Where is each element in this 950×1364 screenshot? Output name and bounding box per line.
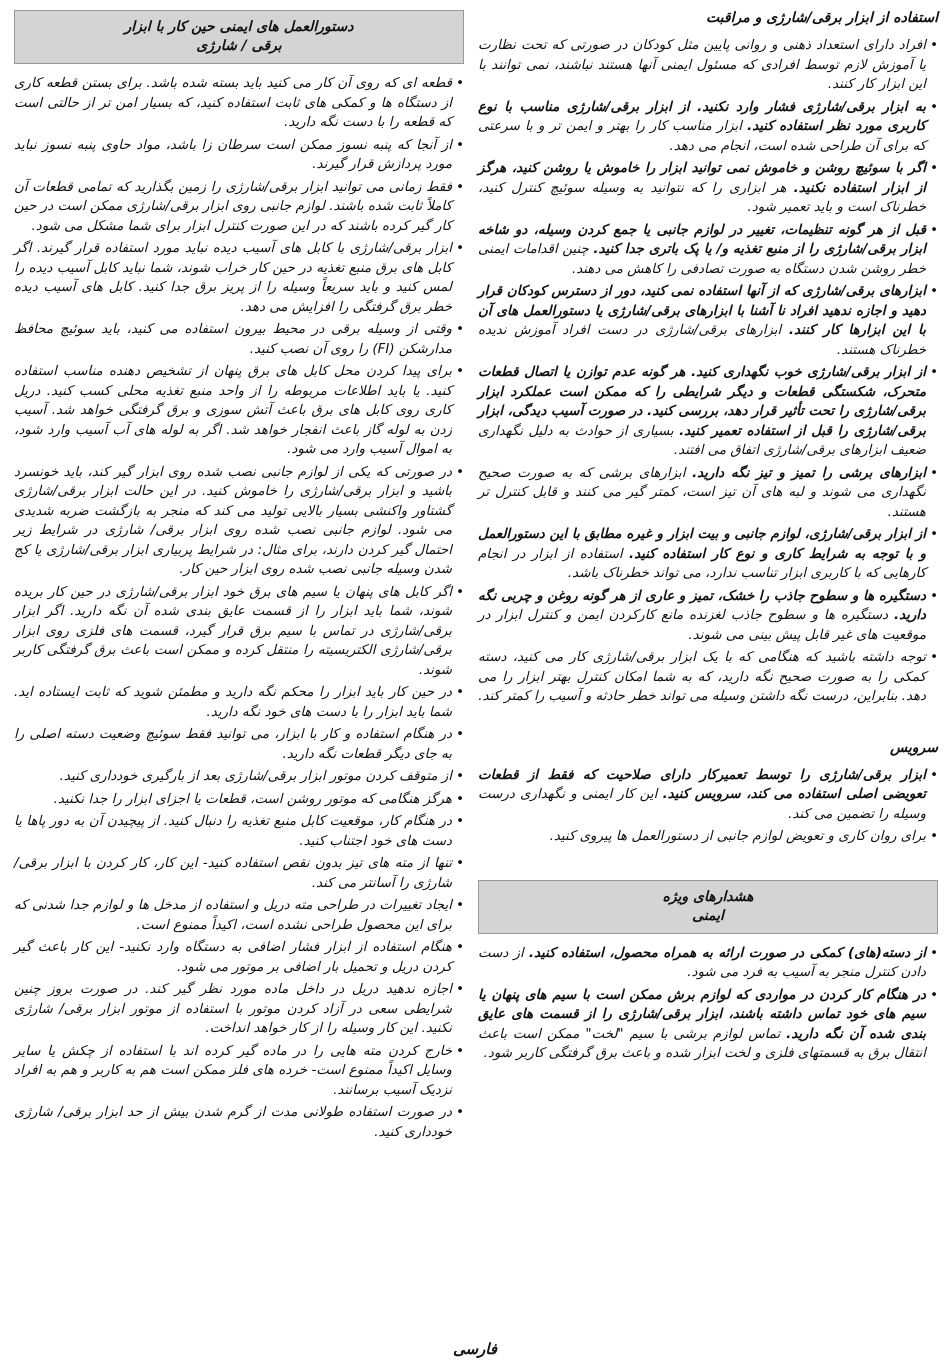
bold-lead: قبل از هر گونه تنظیمات، تغییر در لوازم جانبی یا جمع کردن وسیله، دو شاخه ابزار برقی/شارژی را از منبع تغذیه و/ یا پک باتری جدا کنید. (478, 222, 927, 257)
list-item (478, 98, 938, 157)
list-item (478, 766, 938, 825)
list-item (478, 159, 938, 218)
item-text: بسیاری از حوادث به دلیل نگهداری ضعیف ابزارهای برقی/شارژی اتفاق می افتند. (478, 423, 926, 458)
left-column (14, 10, 464, 1145)
list-item: • فقط زمانی می توانید ابزار برقی/شارژی را زمین بگذارید که تمامی قطعات آن کاملاً ثابت شده باشند. لوازم جانبی روی ابزار برقی/شارژی ممکن است در حین کار گیر کرده باشند که در این صورت کنترل ابزار برای شما مشکل می شود. (14, 178, 464, 237)
bold-lead: از ابزار برقی/شارژی، لوازم جانبی و بیت ابزار و غیره مطابق با این دستورالعمل و با توجه به شرایط کاری و نوع کار استفاده کنید. (478, 527, 926, 562)
list-item (478, 221, 938, 280)
special-warnings-header (478, 880, 938, 934)
list-item: • در هنگام کار، موقعیت کابل منبع تغذیه را دنبال کنید. از پیچیدن آن به دور پاها یا دست های خود اجتناب کنید. (14, 812, 464, 851)
service-list (478, 766, 938, 847)
list-item (478, 648, 938, 707)
page-footer-language: فارسی (452, 1340, 498, 1358)
list-item (478, 282, 938, 360)
list-item: • تنها از مته های تیز بدون نقص استفاده کنید- این کار، کار کردن با ابزار برقی/شارژی را آسانتر می کند. (14, 854, 464, 893)
spacer (478, 850, 938, 880)
list-item (478, 525, 938, 584)
list-item: • از متوقف کردن موتور ابزار برقی/شارژی بعد از بارگیری خودداری کنید. (14, 767, 464, 787)
list-item: • ابزار برقی/شارژی با کابل های آسیب دیده نباید مورد استفاده قرار گیرند. اگر کابل های برق منبع تغذیه در حین کار خراب شوند، شما نباید کابل آسیب دیده را لمس کنید و باید سریعاً وسیله را از پریز برق جدا کنید. کابل های آسیب دیده خطر برق گرفتگی را افزایش می دهد. (14, 239, 464, 317)
section-title-service: سرویس (890, 739, 938, 756)
bold-lead: اگر با سوئیچ روشن و خاموش نمی توانید ابزار را خاموش یا روشن کنید، هرگز از ابزار استفاده نکنید. (478, 161, 927, 196)
list-item: • وقتی از وسیله برقی در محیط بیرون استفاده می کنید، باید سوئیچ محافظ مدارشکن (FI) را روی آن نصب کنید. (14, 320, 464, 359)
spacer (478, 710, 938, 740)
item-text: این کار ایمنی و نگهداری درست وسیله را تضمین می کند. (478, 787, 926, 822)
list-item: • در صورتی که یکی از لوازم جانبی نصب شده روی ابزار گیر کند، باید خونسرد باشید و ابزار برقی/شارژی را خاموش کنید. در این حالت ابزار برقی/شارژی گشتاور واکنشی بسیار بالایی تولید می کند که منجر به بازگشت ضربه شدیدی می شود. لوازم جانبی نصب شده روی ابزار برقی/ شارژی در شرایط زیر احتمال گیر کردن دارند، برای مثال: در شرایط پربیاری ابزار برقی/شارژی یا کج شدن وسیله جانبی نصب شده روی ابزار حین کار. (14, 463, 464, 580)
item-text: از دست دادن کنترل منجر به آسیب به فرد می شود. (478, 945, 926, 980)
list-item: • اجازه ندهید دریل در داخل ماده مورد نظر گیر کند. در صورت بروز چنین شرایطی سعی در آزاد کردن موتور با استفاده از موتور ابزار برقی/ شارژی نکنید. این کار وسیله را از کار خواهد انداخت. (14, 980, 464, 1039)
list-item: • هنگام استفاده از ابزار فشار اضافی به دستگاه وارد نکنید- این کار باعث گیر کردن دریل و تحمیل بار اضافی بر موتور می شود. (14, 938, 464, 977)
item-text: ابزارهای برشی که به صورت صحیح نگهداری می شوند و لبه های آن تیز است، کمتر گیر می کنند و قابل کنترل تر هستند. (478, 465, 926, 520)
item-text: دستگیره ها و سطوح جاذب لغزنده مانع کارکردن ایمن و کنترل ابزار در موقعیت های غیر قابل پیش بینی می شوند. (478, 608, 926, 643)
list-item: • قطعه ای که روی آن کار می کنید باید بسته شده باشد. برای بستن قطعه کاری از دستگاه ها و کمکی های ثابت استفاده کنید، که بسیار امن تر از حالتی است که قطعه را با دست نگه دارید. (14, 74, 464, 133)
safety-instructions-list (14, 74, 464, 1142)
list-item: • در حین کار باید ابزار را محکم نگه دارید و مطمئن شوید که ثابت ایستاده اید. شما باید ابزار را با دست های خود نگه دارید. (14, 683, 464, 722)
box-title-line: برقی / شارژی (196, 38, 282, 54)
bold-lead: در هنگام کار کردن در مواردی که لوازم برش ممکن است با سیم های پنهان یا سیم های خود تماس داشته باشند، ابزار برقی/شارژی را از قسمت های عایق بندی شده آن نگه دارید. (478, 987, 926, 1042)
list-item: • در هنگام استفاده و کار با ابزار، می توانید فقط سوئیچ وضعیت دسته اصلی را به جای دیگر قطعات نگه دارید. (14, 725, 464, 764)
list-item (478, 363, 938, 461)
list-item: • خارج کردن مته هایی را در ماده گیر کرده اند با استفاده از چکش یا سایر وسایل اکیداً ممنوع است- خرده های فلز ممکن است هم به کاربر و هم به افراد نزدیک آسیب برسانند. (14, 1042, 464, 1101)
item-text: افراد دارای استعداد ذهنی و روانی پایین مثل کودکان در صورتی که تحت نظارت یا آموزش لازم توسط افرادی که مسئول ایمنی آنها هستند نباشند، نمی توانند با این ابزار کار کنند. (478, 38, 926, 92)
bold-lead: به ابزار برقی/شارژی فشار وارد نکنید. از ابزار برقی/شارژی مناسب با نوع کاربری مورد نظر استفاده کنید. (478, 99, 926, 134)
item-text: استفاده از ابزار در انجام کارهایی که با کاربری ابزار تناسب ندارد، می تواند خطرناک باشد. (478, 546, 926, 581)
bold-lead: دستگیره ها و سطوح جاذب را خشک، تمیز و عاری از هر گونه روغن و چربی نگه دارید. (478, 588, 926, 623)
special-warnings-list (478, 944, 938, 1064)
use-care-list (478, 36, 938, 707)
item-text: ابزار مناسب کار را بهتر و ایمن تر و با سرعتی که برای آن طراحی شده است، انجام می دهد. (478, 119, 926, 154)
list-item: • برای پیدا کردن محل کابل های برق پنهان از تشخیص دهنده مناسب استفاده کنید. یا باید اطلاعات مربوطه را از واحد منبع تغذیه محلی کسب کنید. دریل کاری روی کابل های برق باعث آتش سوزی و برق گرفتگی خواهد شد. آسیب زدن به لوله گاز باعث انفجار خواهد شد. اگر به لوله های آب آسیب وارد شود، به اموال آسیب وارد می شود. (14, 362, 464, 460)
list-item (478, 587, 938, 646)
box-title-line: دستورالعمل های ایمنی حین کار با ابزار (124, 19, 354, 35)
item-text: هر ابزاری را که نتوانید به وسیله سوئیچ کنترل کنید، خطرناک است و باید تعمیر شود. (478, 180, 926, 215)
section-title-use-and-care: استفاده از ابزار برقی/شارژی و مراقبت (705, 10, 938, 26)
item-text: ابزارهای برقی/شارژی در دست افراد آموزش ندیده خطرناک هستند. (478, 323, 926, 358)
item-text: چنین اقدامات ایمنی خطر روشن شدن دستگاه به صورت تصادفی را کاهش می دهند. (478, 242, 926, 277)
list-item: • از آنجا که پنبه نسوز ممکن است سرطان زا باشد، مواد حاوی پنبه نسوز نباید مورد پردازش قرار گیرند. (14, 136, 464, 175)
safety-instructions-header (14, 10, 464, 64)
list-item: • هرگز هنگامی که موتور روشن است، قطعات یا اجزای ابزار را جدا نکنید. (14, 790, 464, 810)
list-item (478, 464, 938, 523)
list-item: • ایجاد تغییرات در طراحی مته دریل و استفاده از مدخل ها و لوازم جدا شدنی که برای این محصول طراحی نشده است، اکیداً ممنوع است. (14, 896, 464, 935)
box-title-line: ایمنی (692, 907, 724, 924)
bold-lead: ابزار برقی/شارژی را توسط تعمیرکار دارای صلاحیت که فقط از قطعات تعویضی اصلی استفاده می کند، سرویس کنید. (478, 767, 926, 802)
right-column (478, 10, 938, 1067)
list-item (478, 986, 938, 1064)
list-item (478, 827, 938, 847)
bold-lead: ابزارهای برقی/شارژی که از آنها استفاده نمی کنید، دور از دسترس کودکان قرار دهید و اجازه ندهید افراد نا آشنا با ابزارهای برقی/شارژی یا دستورالعمل های آن با این ابزارها کار کنند. (478, 284, 926, 338)
item-text: تماس لوازم برشی با سیم "لخت" ممکن است باعث انتقال برق به قسمتهای فلزی و لخت ابزار شده و باعث برق گرفتگی کاربر شود. (478, 1026, 926, 1061)
list-item (478, 36, 938, 95)
list-item (478, 944, 938, 983)
item-text: برای روان کاری و تعویض لوازم جانبی از دستورالعمل ها پیروی کنید. (549, 829, 926, 844)
box-title-line: هشدارهای ویژه (662, 888, 754, 905)
bold-lead: از دسته(های) کمکی در صورت ارائه به همراه محصول، استفاده کنید. (528, 945, 926, 961)
list-item: • اگر کابل های پنهان یا سیم های برق خود ابزار برقی/شارژی در حین کار بریده شوند، شما باید ابزار را از قسمت عایق بندی شده آن نگه دارید. اگر ابزار برقی/شارژی در تماس با سیم برق قرار گیرد، قسمت های فلزی روی ابزار برقی/شارژی الکتریسیته را منتقل کرده و ممکن است باعث برق گرفتگی کاربر شوند. (14, 583, 464, 681)
bold-lead: ابزارهای برشی را تمیز و تیز نگه دارید. (692, 465, 926, 481)
list-item: • در صورت استفاده طولانی مدت از گرم شدن بیش از حد ابزار برقی/ شارژی خودداری کنید. (14, 1103, 464, 1142)
bold-lead: از ابزار برقی/شارژی خوب نگهداری کنید. هر گونه عدم توازن یا اتصال قطعات متحرک، شکستگی قطعات و دیگر شرایطی را که ممکن است عملکرد ابزار برقی/شارژی را تحت تأثیر قرار دهد، بررسی کنید. در صورت آسیب دیدگی، ابزار برقی/شارژی را قبل از استفاده تعمیر کنید. (478, 365, 926, 439)
item-text: توجه داشته باشید که هنگامی که با یک ابزار برقی/شارژی کار می کنید، دسته کمکی را به صورت صحیح نگه دارید، که به شما امکان کنترل بهتر ابزار را می دهد. بنابراین، درست نگه داشتن وسیله می تواند خطر حادثه و آسیب را کمتر کند. (478, 650, 926, 704)
